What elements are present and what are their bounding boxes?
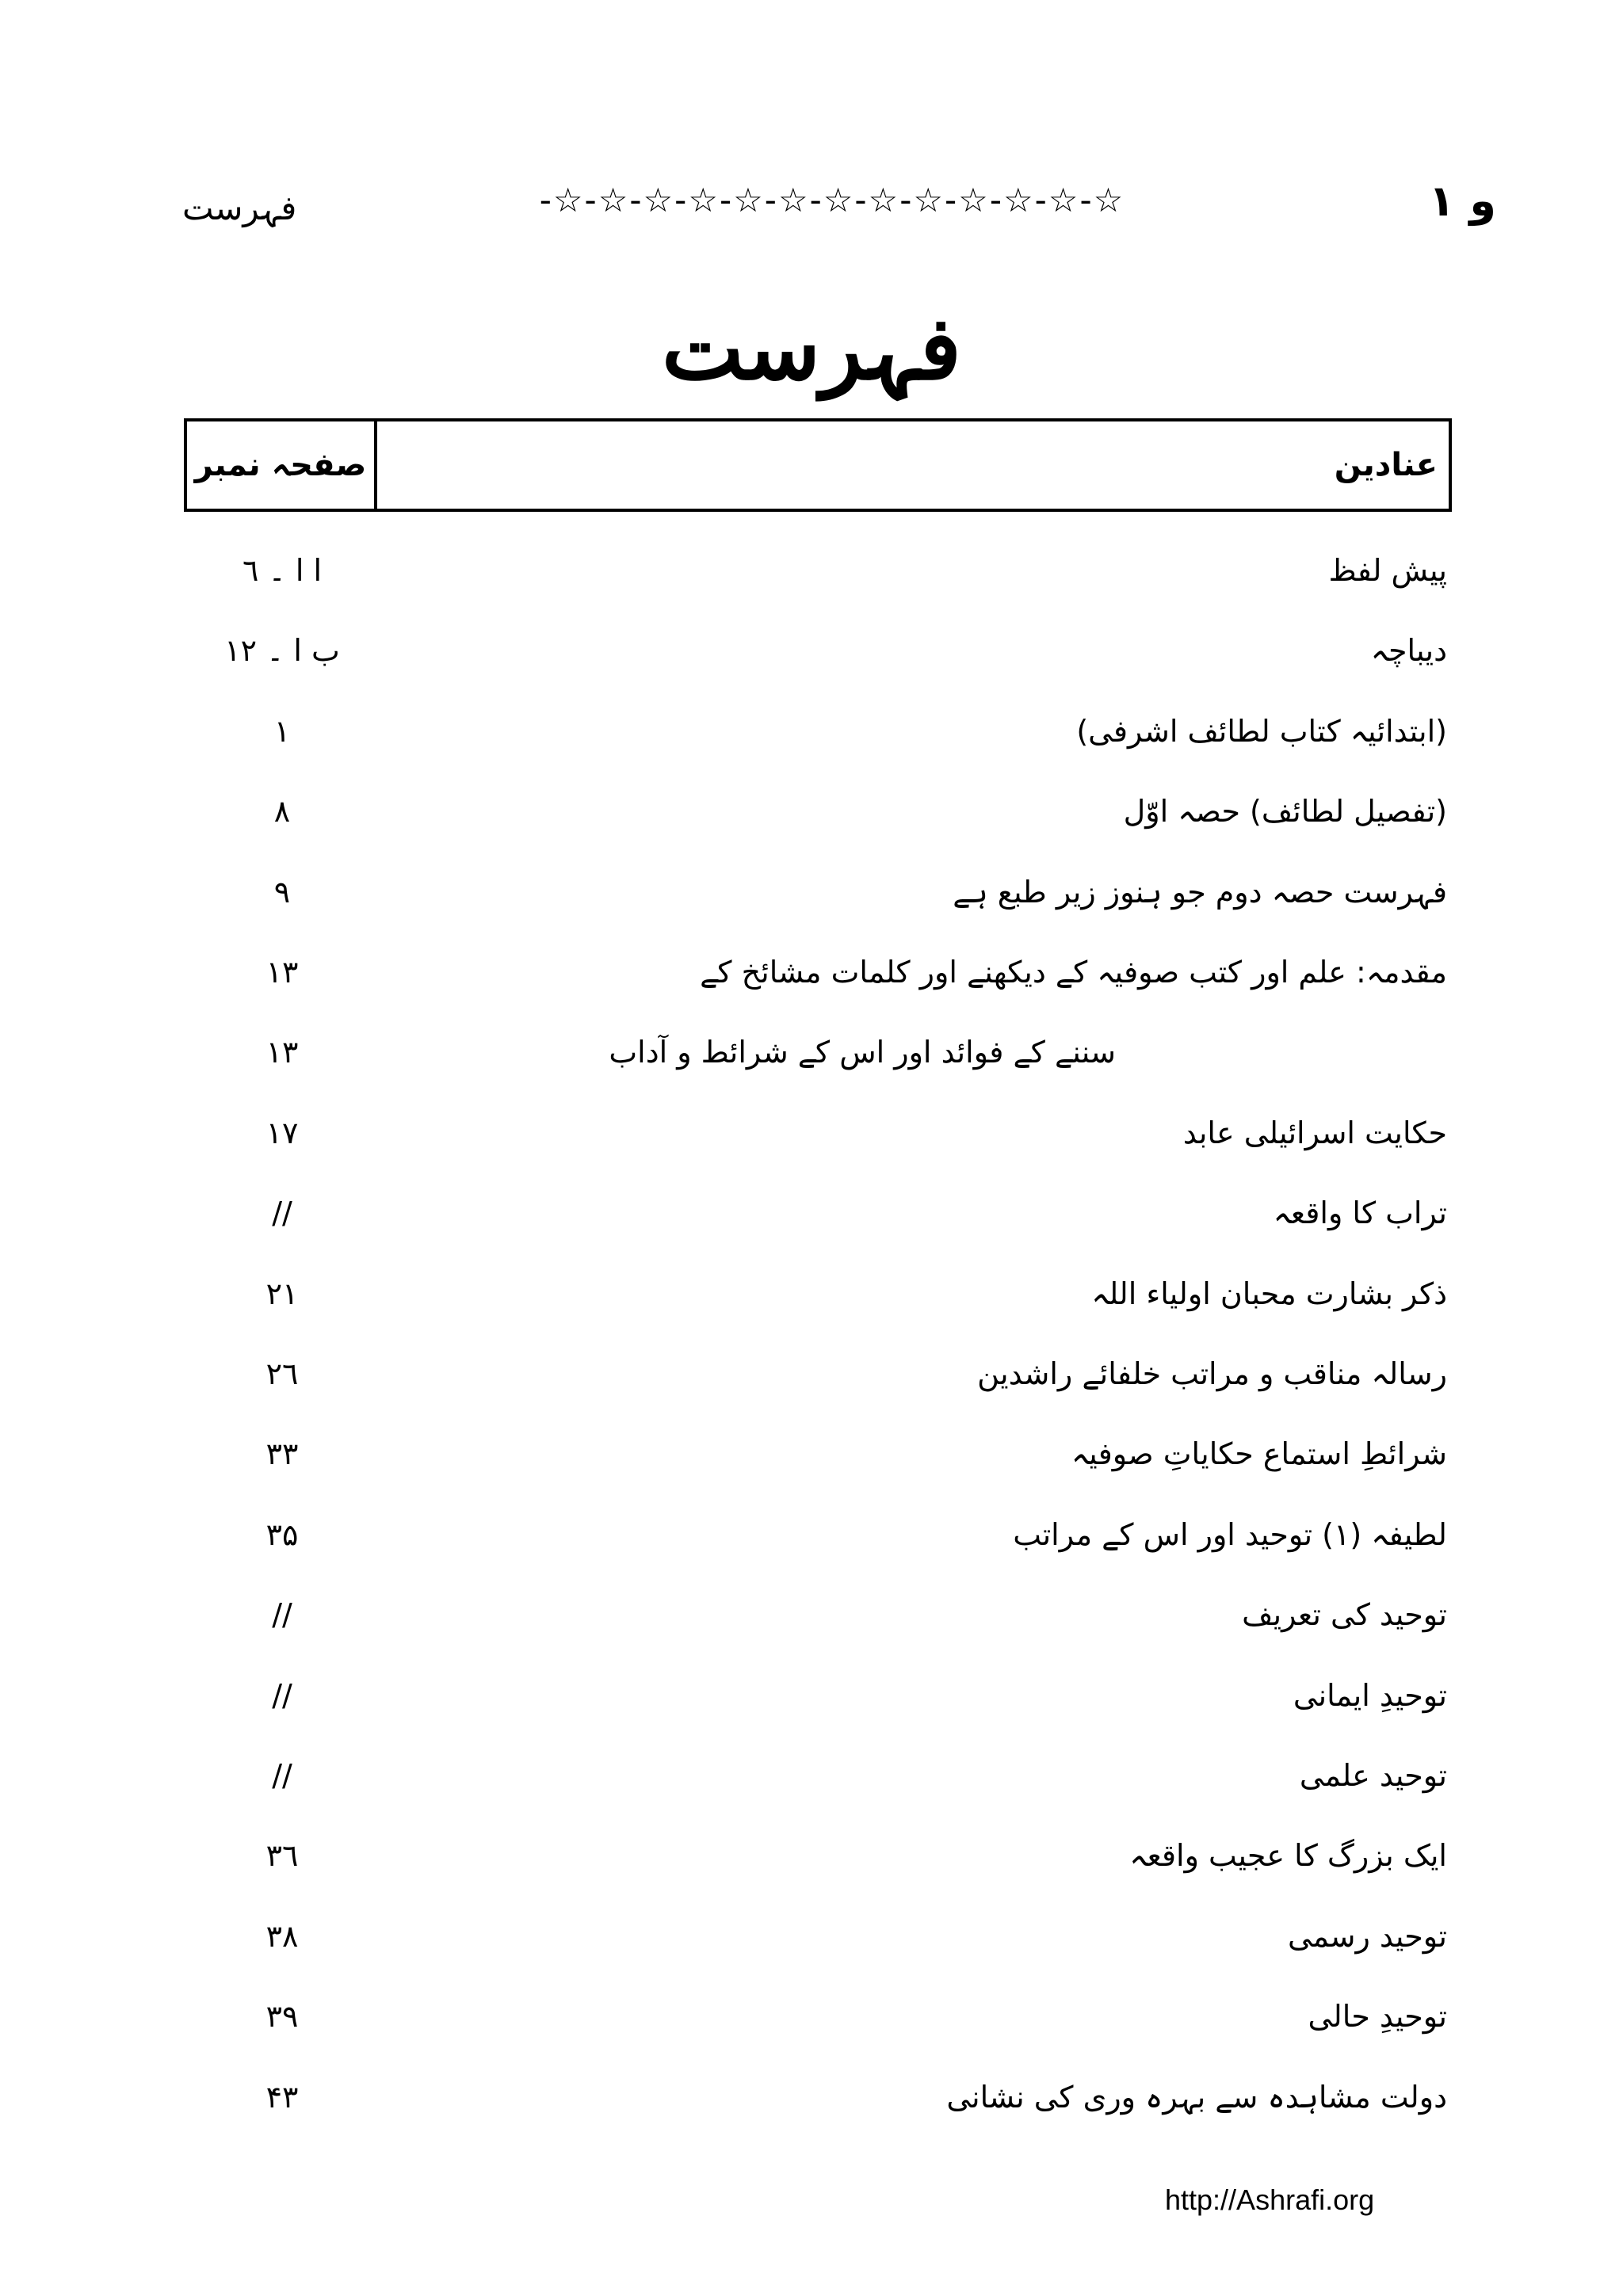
toc-entry-page: ۱ [273,714,291,749]
toc-entry[interactable] [0,1020,1623,1084]
toc-entry[interactable] [0,539,1623,602]
toc-entry-page: ۳۳ [265,1436,299,1471]
toc-entry[interactable] [0,1342,1623,1405]
toc-entry[interactable] [0,860,1623,924]
toc-entry-title: حکایت اسرائیلی عابد [1182,1116,1447,1150]
toc-entry-title: توحید علمی [1299,1758,1447,1793]
toc-entry-page: ٢٦ [265,1356,299,1391]
toc-entry[interactable] [0,700,1623,763]
toc-header-title-column: عنادین [1334,447,1438,483]
toc-entry-title: توحید رسمی [1287,1919,1447,1954]
toc-entry-page: ا ا ۔ ٦ [242,553,323,588]
toc-entry[interactable] [0,1101,1623,1165]
toc-entry[interactable] [0,1664,1623,1727]
toc-entry-page: ۱۳ [265,955,299,990]
toc-entry-page: ۲۱ [265,1276,299,1311]
toc-entry-title: توحیدِ حالی [1308,1999,1447,2034]
toc-entry-title: شرائطِ استماع حکایاتِ صوفیہ [1071,1436,1447,1471]
page-title: فہرست [662,297,961,399]
toc-entry-title: رسالہ مناقب و مراتب خلفائے راشدین [977,1356,1447,1391]
toc-entry[interactable] [0,780,1623,843]
toc-entry[interactable] [0,1583,1623,1646]
toc-entry-page: // [272,1597,292,1632]
toc-entry-page: ۴۳ [265,2080,299,2115]
toc-entry-page: ۱۳ [265,1035,299,1070]
toc-entry[interactable] [0,1422,1623,1486]
header-ornament: -☆-☆-☆-☆-☆-☆-☆-☆-☆-☆-☆-☆-☆ [539,181,1125,219]
toc-entry-page: ب ا ۔ ۱۲ [224,633,340,668]
toc-entry-title: (ابتدائیہ کتاب لطائف اشرفی) [1076,714,1447,749]
toc-entry-page: // [272,1678,292,1713]
toc-entry[interactable] [0,1824,1623,1887]
toc-entry-page: // [272,1758,292,1793]
toc-entry[interactable] [0,1181,1623,1245]
toc-entry-page: ۹ [273,875,291,910]
toc-entry-title: دولت مشاہدہ سے بہرہ وری کی نشانی [946,2080,1447,2115]
footer-url[interactable]: http://Ashrafi.org [1165,2183,1375,2216]
running-header-section: فہرست [182,189,297,227]
toc-entry[interactable] [0,619,1623,682]
toc-entry-title: توحیدِ ایمانی [1293,1678,1447,1713]
toc-entry-page: ۱۷ [265,1116,299,1150]
toc-entry[interactable] [0,1744,1623,1807]
toc-entry-title: دیباچہ [1370,633,1447,668]
toc-entry-title: سننے کے فوائد اور اس کے شرائط و آداب [609,1035,1116,1070]
toc-entry-page: ۳۵ [265,1517,299,1552]
toc-entry[interactable] [0,1985,1623,2048]
toc-entry-title: تراب کا واقعہ [1273,1196,1447,1230]
toc-entry[interactable] [0,1262,1623,1325]
toc-entry-title: توحید کی تعریف [1242,1597,1447,1632]
toc-entry[interactable] [0,1905,1623,1968]
toc-entry-title: مقدمہ: علم اور کتب صوفیہ کے دیکھنے اور کلمات مشائخ کے [700,955,1447,990]
toc-table-header [184,418,1452,512]
toc-entry-page: ۸ [273,794,291,829]
toc-entry-title: ذکر بشارت محبان اولیاء اللہ [1091,1276,1447,1311]
toc-entry-title: پیش لفظ [1328,553,1447,588]
toc-entry-title: لطیفہ (۱) توحید اور اس کے مراتب [1013,1517,1447,1552]
toc-entry[interactable] [0,1503,1623,1566]
toc-entry-page: ۳۸ [265,1919,299,1954]
toc-entry[interactable] [0,940,1623,1004]
toc-header-page-column: صفحہ نمبر [187,421,377,509]
toc-entry-page: ۳۹ [265,1999,299,2034]
toc-entry-page: // [272,1196,292,1230]
toc-entry[interactable] [0,2065,1623,2129]
page-marker: و ۱ [1428,176,1496,226]
toc-entry-title: فہرست حصہ دوم جو ہنوز زیر طبع ہے [953,875,1447,910]
toc-entry-title: (تفصیل لطائف) حصہ اوّل [1123,794,1447,829]
toc-entry-title: ایک بزرگ کا عجیب واقعہ [1129,1838,1447,1873]
toc-entry-page: ۳٦ [265,1838,299,1873]
